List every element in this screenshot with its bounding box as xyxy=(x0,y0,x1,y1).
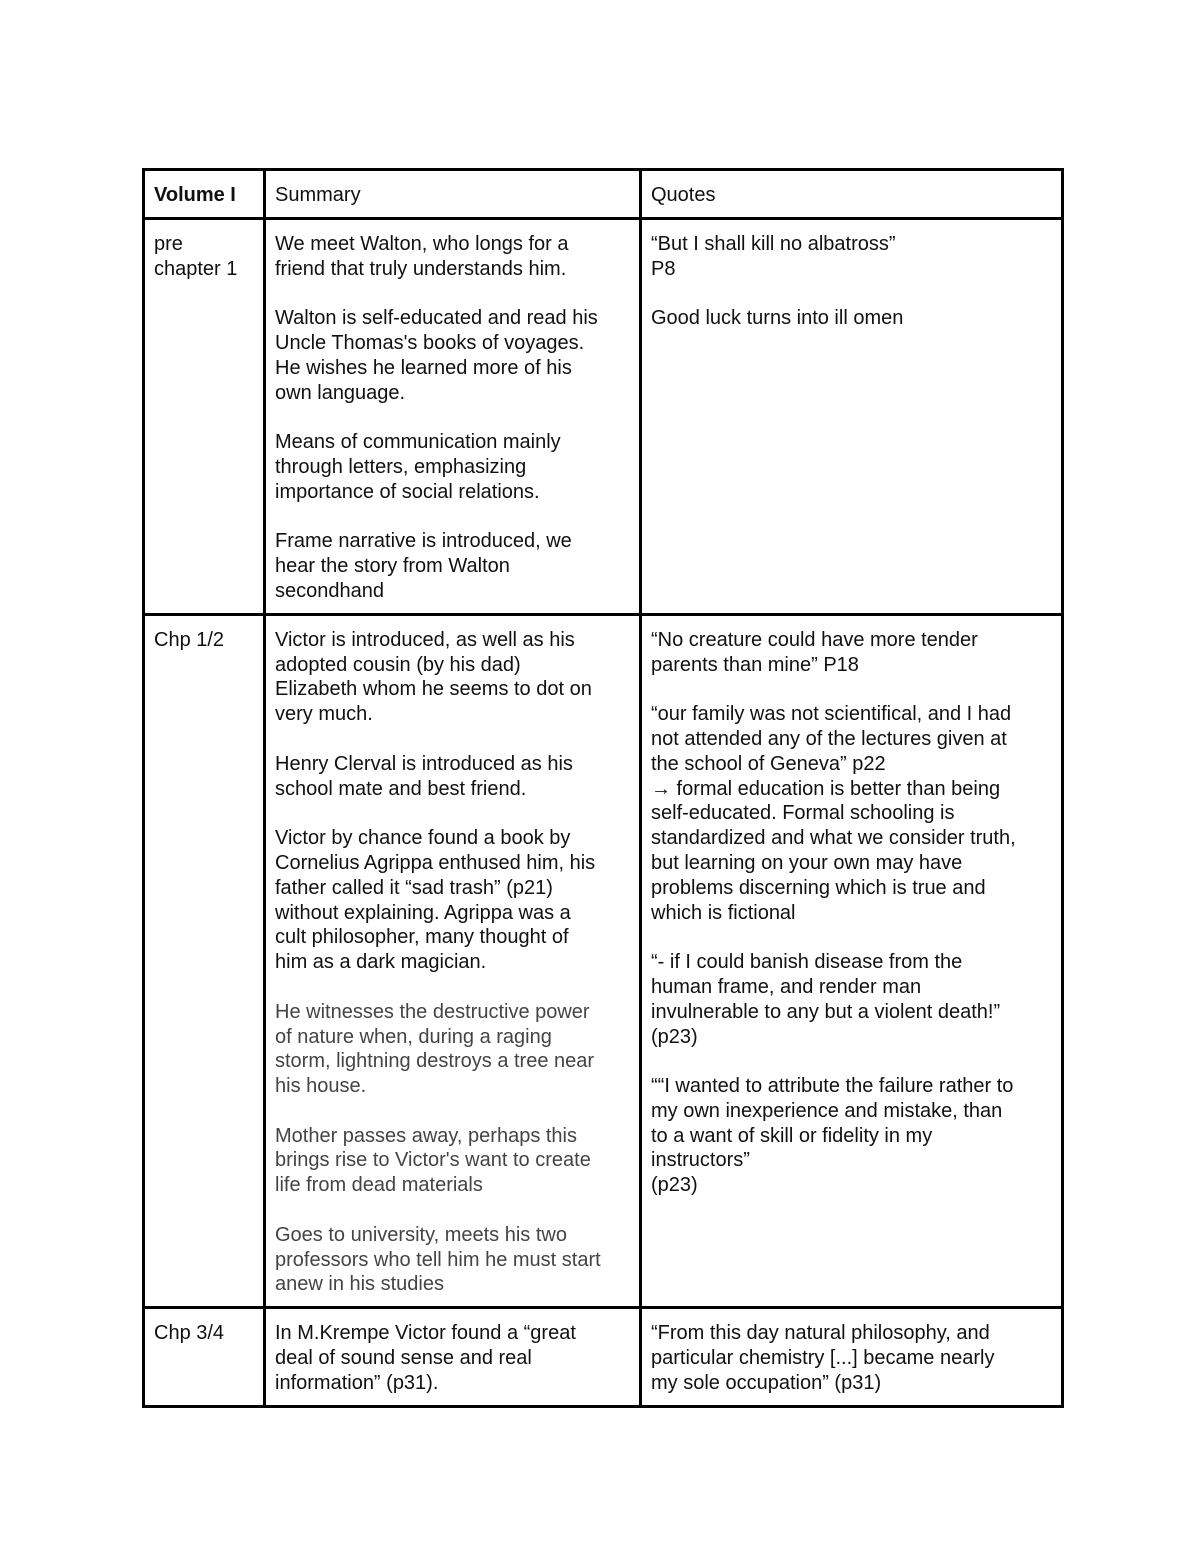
quote-paragraph: “But I shall kill no albatross” P8 xyxy=(651,232,896,280)
quote-paragraph: “No creature could have more tender parents than mine” P18 xyxy=(651,628,978,676)
chapter-label-text: Chp 1/2 xyxy=(154,628,225,651)
summary-paragraph: Victor is introduced, as well as his adopted cousin (by his dad) Elizabeth whom he seems to dot on very much. xyxy=(275,628,592,726)
summary-paragraph: Henry Clerval is introduced as his school mate and best friend. xyxy=(275,752,573,800)
header-summary: Summary xyxy=(265,170,641,219)
summary-paragraph: In M.Krempe Victor found a “great deal of sound sense and real information” (p31). xyxy=(275,1322,576,1394)
summary-cell xyxy=(265,218,641,614)
summary-paragraph: Walton is self-educated and read his Uncle Thomas's books of voyages. He wishes he learned more of his own language. xyxy=(275,307,598,404)
chapter-label xyxy=(144,1308,265,1406)
volume-notes-table xyxy=(142,168,1064,1408)
quotes-cell xyxy=(641,218,1063,614)
quote-paragraph: “our family was not scientifical, and I had not attended any of the lectures given at the school of Geneva” p22 → formal education is better than being self-educated. Formal schooling is standardized and what we consider truth, but learning on your own may have problems discerning which is true and which is fictional xyxy=(651,703,1016,924)
quote-paragraph: “- if I could banish disease from the human frame, and render man invulnerable to any but a violent death!” (p23) xyxy=(651,951,1001,1048)
summary-paragraph: Goes to university, meets his two professors who tell him he must start anew in his studies xyxy=(275,1223,601,1296)
table-header-row xyxy=(144,170,1063,219)
chapter-label-text: pre chapter 1 xyxy=(154,232,238,280)
summary-paragraph: We meet Walton, who longs for a friend that truly understands him. xyxy=(275,232,569,280)
quote-paragraph: ““I wanted to attribute the failure rather to my own inexperience and mistake, than to a want of skill or fidelity in my instructors” (p23) xyxy=(651,1075,1014,1197)
table-row xyxy=(144,1308,1063,1406)
chapter-label xyxy=(144,218,265,614)
table-row xyxy=(144,614,1063,1308)
summary-paragraph: Victor by chance found a book by Cornelius Agrippa enthused him, his father called it “sad trash” (p21) without explaining. Agrippa was a cult philosopher, many thought of him as a dark magician. xyxy=(275,827,596,974)
chapter-label-text: Chp 3/4 xyxy=(154,1322,225,1345)
summary-paragraph: Mother passes away, perhaps this brings rise to Victor's want to create life from dead materials xyxy=(275,1124,591,1197)
summary-paragraph: Frame narrative is introduced, we hear the story from Walton secondhand xyxy=(275,530,572,602)
summary-cell xyxy=(265,1308,641,1406)
header-volume: Volume I xyxy=(144,170,265,219)
header-quotes: Quotes xyxy=(641,170,1063,219)
summary-paragraph: He witnesses the destructive power of nature when, during a raging storm, lightning destroys a tree near his house. xyxy=(275,1000,595,1098)
quotes-cell xyxy=(641,1308,1063,1406)
table-row xyxy=(144,218,1063,614)
summary-paragraph: Means of communication mainly through letters, emphasizing importance of social relations. xyxy=(275,431,561,503)
quote-paragraph: Good luck turns into ill omen xyxy=(651,307,904,330)
chapter-label xyxy=(144,614,265,1308)
quote-paragraph: “From this day natural philosophy, and particular chemistry [...] became nearly my sole occupation” (p31) xyxy=(651,1322,995,1394)
quotes-cell xyxy=(641,614,1063,1308)
summary-cell xyxy=(265,614,641,1308)
